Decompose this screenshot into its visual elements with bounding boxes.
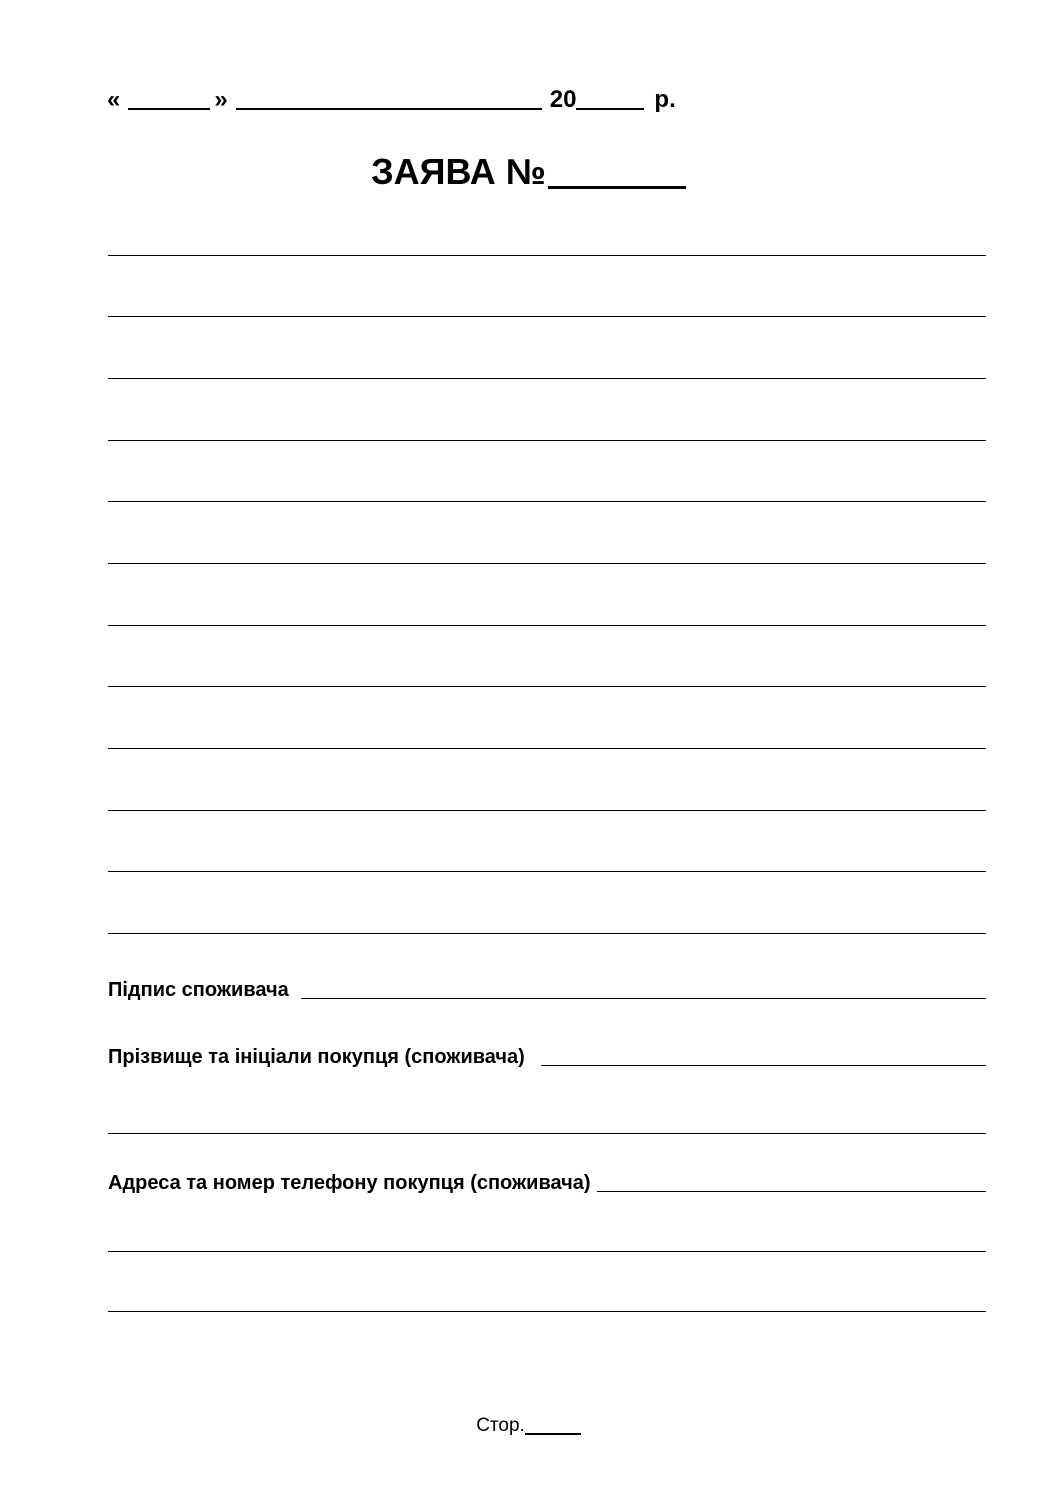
text-line[interactable] bbox=[108, 625, 986, 626]
text-line[interactable] bbox=[108, 933, 986, 934]
page-number-blank[interactable] bbox=[525, 1415, 581, 1435]
year-suffix: р. bbox=[654, 86, 676, 113]
text-line[interactable] bbox=[108, 810, 986, 811]
quote-close: » bbox=[214, 86, 228, 113]
name-label: Прізвище та ініціали покупця (споживача) bbox=[108, 1046, 525, 1068]
text-line[interactable] bbox=[108, 378, 986, 379]
address-field bbox=[108, 1171, 986, 1195]
signature-blank[interactable] bbox=[301, 980, 986, 999]
day-blank[interactable] bbox=[128, 84, 210, 110]
address-continuation-line[interactable] bbox=[108, 1311, 986, 1312]
address-label: Адреса та номер телефону покупця (споживача) bbox=[108, 1172, 591, 1194]
page-label: Стор. bbox=[476, 1415, 525, 1436]
address-continuation-line[interactable] bbox=[108, 1251, 986, 1252]
text-line[interactable] bbox=[108, 501, 986, 502]
date-row bbox=[107, 84, 676, 114]
text-line[interactable] bbox=[108, 255, 986, 256]
page-footer bbox=[0, 1414, 1057, 1438]
text-line[interactable] bbox=[108, 440, 986, 441]
text-line[interactable] bbox=[108, 748, 986, 749]
text-line[interactable] bbox=[108, 563, 986, 564]
name-blank[interactable] bbox=[541, 1047, 986, 1066]
title-text: ЗАЯВА № bbox=[371, 151, 546, 192]
address-blank[interactable] bbox=[597, 1173, 986, 1192]
text-line[interactable] bbox=[108, 316, 986, 317]
signature-field bbox=[108, 978, 986, 1002]
month-blank[interactable] bbox=[236, 84, 542, 110]
quote-open: « bbox=[107, 86, 121, 113]
name-continuation-line[interactable] bbox=[108, 1133, 986, 1134]
text-line[interactable] bbox=[108, 871, 986, 872]
document-title bbox=[0, 150, 1057, 194]
year-prefix: 20 bbox=[549, 86, 577, 113]
year-blank[interactable] bbox=[576, 84, 644, 110]
application-number-blank[interactable] bbox=[548, 156, 686, 189]
signature-label: Підпис споживача bbox=[108, 979, 289, 1001]
text-line[interactable] bbox=[108, 686, 986, 687]
name-field bbox=[108, 1045, 986, 1069]
